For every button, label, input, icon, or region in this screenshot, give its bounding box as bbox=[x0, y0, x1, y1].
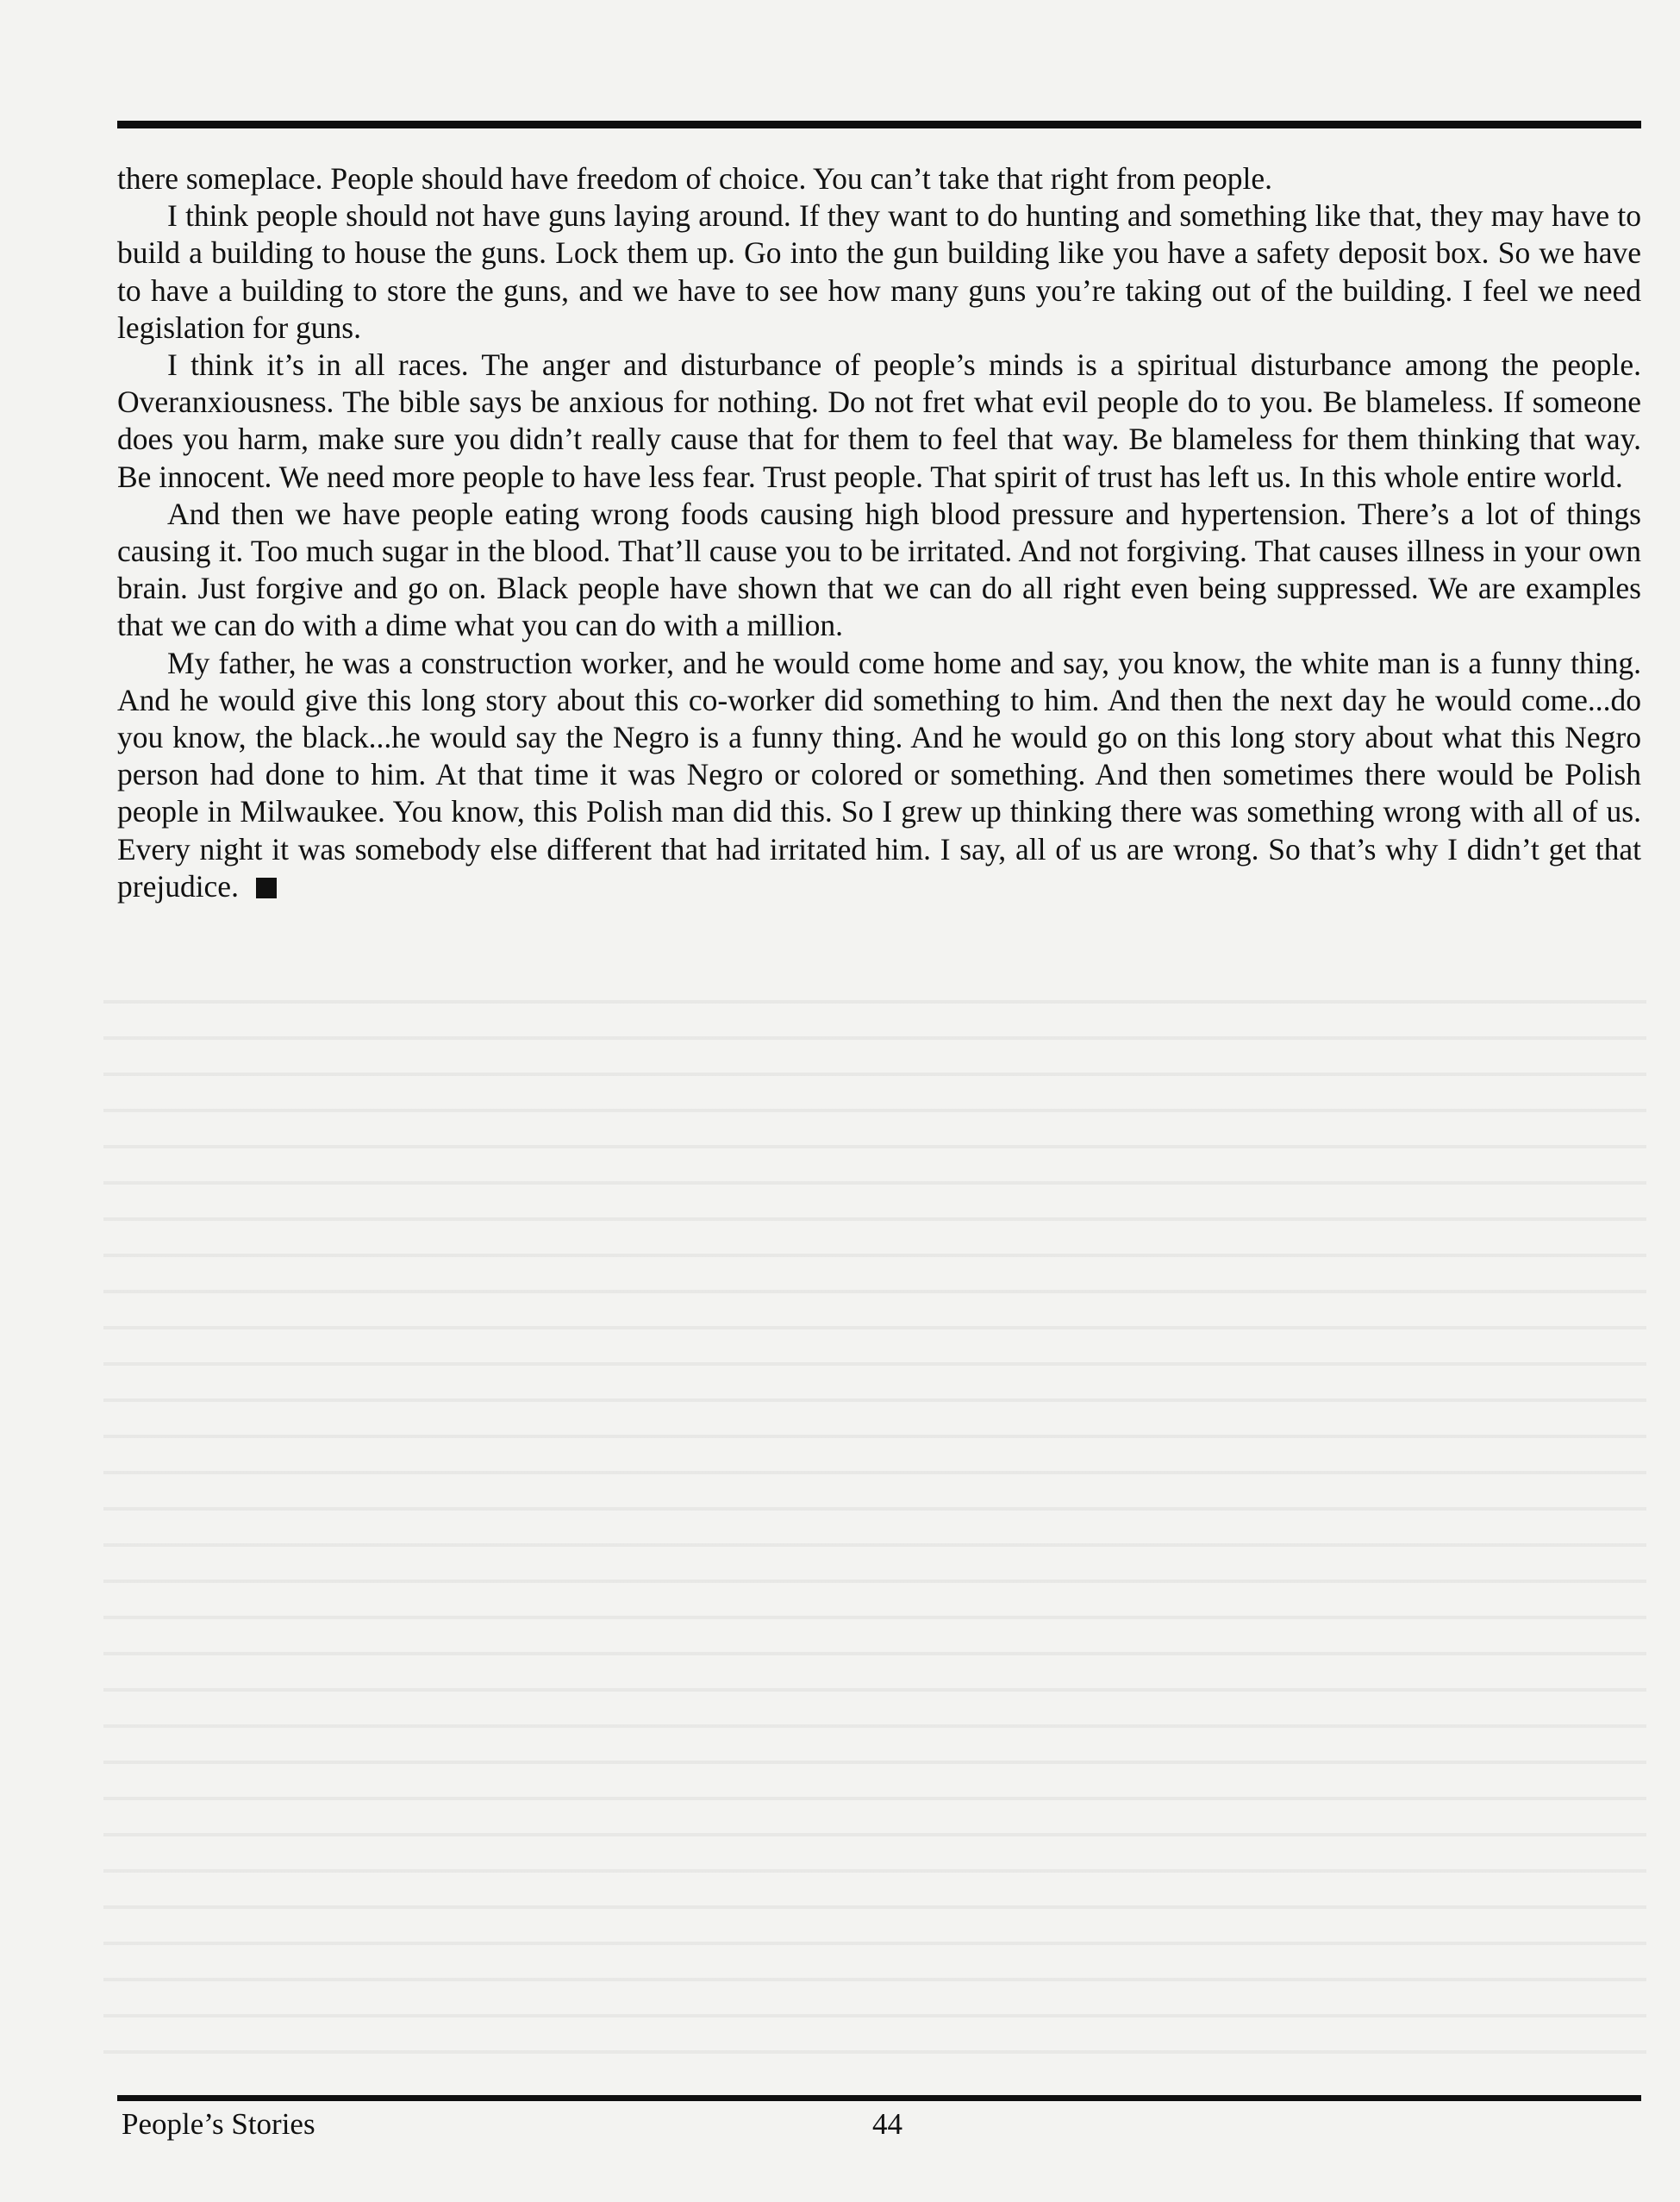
paragraph-5 bbox=[117, 645, 1641, 905]
end-of-story-mark bbox=[256, 878, 277, 898]
paragraph-2: I think people should not have guns laying around. If they want to do hunting and something like that, they may have to build a building to house the guns. Lock them up. Go into the gun building like you have a safety deposit box. So we have to have a building to store the guns, and we have to see how many guns you’re taking out of the building. I feel we need legislation for guns. bbox=[117, 198, 1641, 345]
paragraph-1: there someplace. People should have freedom of choice. You can’t take that right from people. bbox=[117, 161, 1273, 196]
show-through-texture bbox=[103, 974, 1646, 2078]
top-rule bbox=[117, 121, 1641, 128]
bottom-rule bbox=[117, 2095, 1641, 2101]
paragraph-4: And then we have people eating wrong foods causing high blood pressure and hypertension. There’s a lot of things causing it. Too much sugar in the blood. That’ll cause you to be irritated. And not forgiving. That causes illness in your own brain. Just forgive and go on. Black people have shown that we can do all right even being suppressed. We are examples that we can do with a dime what you can do with a million. bbox=[117, 496, 1641, 643]
page-number: 44 bbox=[872, 2107, 902, 2141]
footer-title: People’s Stories bbox=[122, 2107, 315, 2141]
paragraph-3: I think it’s in all races. The anger and disturbance of people’s minds is a spiritual disturbance among the people. Overanxiousness. The bible says be anxious for nothing. Do not fret what evil people do to you. Be blameless. If someone does you harm, make sure you didn’t really cause that for them to feel that way. Be blameless for them thinking that way. Be innocent. We need more people to have less fear. Trust people. That spirit of trust has left us. In this whole entire world. bbox=[117, 347, 1641, 494]
paragraph-5-text: My father, he was a construction worker, and he would come home and say, you know, the white man is a funny thing. And he would give this long story about this co-worker did something to him. And then the next day he would come...do you know, the black...he would say the Negro is a funny thing. And he would go on this long story about what this Negro person had done to him. At that time it was Negro or colored or something. And then sometimes there would be Polish people in Milwaukee. You know, this Polish man did this. So I grew up thinking there was something wrong with all of us. Every night it was somebody else different that had irritated him. I say, all of us are wrong. So that’s why I didn’t get that prejudice. bbox=[117, 645, 1641, 904]
article-body bbox=[117, 160, 1641, 905]
